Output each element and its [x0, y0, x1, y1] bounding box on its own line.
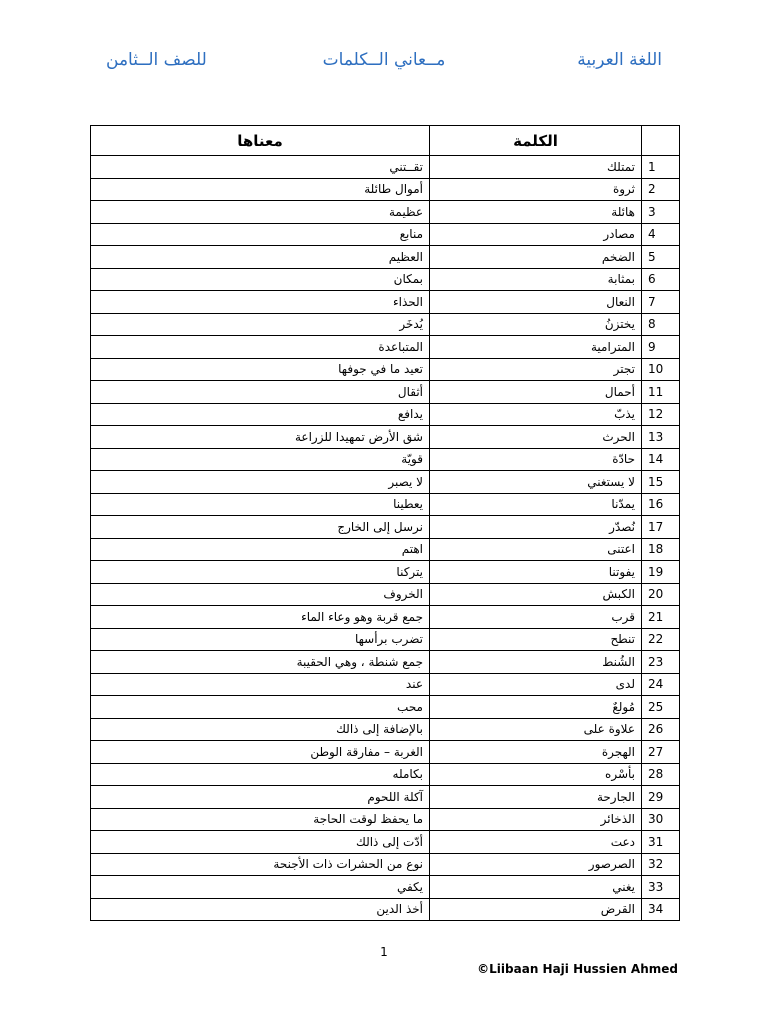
table-row — [91, 471, 680, 494]
table-row — [91, 493, 680, 516]
row-meaning: أموال طائلة — [91, 178, 430, 201]
row-word: يغني — [430, 876, 642, 899]
row-number: 19 — [642, 561, 680, 584]
row-word: يذبّ — [430, 403, 642, 426]
page-number: 1 — [380, 945, 388, 959]
row-word: هائلة — [430, 201, 642, 224]
row-number: 1 — [642, 156, 680, 179]
row-meaning: لا يصبر — [91, 471, 430, 494]
row-word: حادّة — [430, 448, 642, 471]
row-number: 33 — [642, 876, 680, 899]
table-row — [91, 381, 680, 404]
table-row — [91, 853, 680, 876]
row-number: 11 — [642, 381, 680, 404]
row-number: 26 — [642, 718, 680, 741]
row-number: 4 — [642, 223, 680, 246]
row-word: نُصدّر — [430, 516, 642, 539]
row-number: 15 — [642, 471, 680, 494]
table-row — [91, 313, 680, 336]
row-word: الشُنط — [430, 651, 642, 674]
row-meaning: محب — [91, 696, 430, 719]
table-row — [91, 673, 680, 696]
row-number: 32 — [642, 853, 680, 876]
row-word: الكبش — [430, 583, 642, 606]
row-meaning: بمكان — [91, 268, 430, 291]
row-number: 13 — [642, 426, 680, 449]
row-number: 31 — [642, 831, 680, 854]
row-number: 30 — [642, 808, 680, 831]
table-row — [91, 561, 680, 584]
table-row — [91, 628, 680, 651]
row-meaning: جمع قربة وهو وعاء الماء — [91, 606, 430, 629]
row-word: مُولعٌ — [430, 696, 642, 719]
row-meaning: يُدخَر — [91, 313, 430, 336]
table-row — [91, 246, 680, 269]
table-row — [91, 291, 680, 314]
row-meaning: اهتم — [91, 538, 430, 561]
row-word: بمثابة — [430, 268, 642, 291]
row-word: يمدّنا — [430, 493, 642, 516]
row-word: تمتلك — [430, 156, 642, 179]
row-word: الهجرة — [430, 741, 642, 764]
table-row — [91, 651, 680, 674]
row-meaning: أدّت إلى ذالك — [91, 831, 430, 854]
header-grade: للصف الــثامن — [106, 50, 207, 70]
table-row — [91, 178, 680, 201]
row-number: 23 — [642, 651, 680, 674]
row-meaning: الغربة – مفارقة الوطن — [91, 741, 430, 764]
row-word: المترامية — [430, 336, 642, 359]
row-number: 29 — [642, 786, 680, 809]
row-number: 9 — [642, 336, 680, 359]
row-word: يفوتنا — [430, 561, 642, 584]
row-word: لدى — [430, 673, 642, 696]
row-number: 16 — [642, 493, 680, 516]
table-row — [91, 583, 680, 606]
row-number: 24 — [642, 673, 680, 696]
row-number: 17 — [642, 516, 680, 539]
row-meaning: الحذاء — [91, 291, 430, 314]
vocabulary-table — [90, 125, 680, 921]
table-header-row — [91, 126, 680, 156]
row-meaning: الخروف — [91, 583, 430, 606]
table-row — [91, 358, 680, 381]
table-row — [91, 268, 680, 291]
row-meaning: أخذ الدين — [91, 898, 430, 921]
column-header-word: الكلمة — [430, 126, 642, 156]
row-number: 27 — [642, 741, 680, 764]
row-word: تجتر — [430, 358, 642, 381]
row-number: 12 — [642, 403, 680, 426]
row-number: 7 — [642, 291, 680, 314]
header-subject: اللغة العربية — [577, 50, 662, 70]
row-meaning: تعيد ما في جوفها — [91, 358, 430, 381]
row-meaning: تقــتني — [91, 156, 430, 179]
table-row — [91, 786, 680, 809]
table-row — [91, 741, 680, 764]
row-meaning: شق الأرض تمهيدا للزراعة — [91, 426, 430, 449]
table-row — [91, 876, 680, 899]
row-number: 21 — [642, 606, 680, 629]
table-row — [91, 201, 680, 224]
row-number: 22 — [642, 628, 680, 651]
table-row — [91, 898, 680, 921]
row-word: أحمال — [430, 381, 642, 404]
row-number: 25 — [642, 696, 680, 719]
copyright-notice: ©Liibaan Haji Hussien Ahmed — [477, 962, 678, 976]
row-number: 3 — [642, 201, 680, 224]
row-word: الحرث — [430, 426, 642, 449]
row-word: تنطح — [430, 628, 642, 651]
table-row — [91, 448, 680, 471]
row-meaning: منابع — [91, 223, 430, 246]
column-header-number — [642, 126, 680, 156]
row-meaning: عظيمة — [91, 201, 430, 224]
table-row — [91, 606, 680, 629]
table-row — [91, 516, 680, 539]
row-meaning: يدافع — [91, 403, 430, 426]
row-meaning: يعطينا — [91, 493, 430, 516]
row-word: لا يستغني — [430, 471, 642, 494]
row-meaning: أثقال — [91, 381, 430, 404]
table-row — [91, 831, 680, 854]
header-title: مــعاني الــكلمات — [322, 50, 446, 70]
row-number: 20 — [642, 583, 680, 606]
row-number: 34 — [642, 898, 680, 921]
row-word: ثروة — [430, 178, 642, 201]
row-meaning: بالإضافة إلى ذالك — [91, 718, 430, 741]
row-meaning: يتركنا — [91, 561, 430, 584]
table-row — [91, 718, 680, 741]
row-word: يختزنُ — [430, 313, 642, 336]
row-meaning: العظيم — [91, 246, 430, 269]
row-word: الضخم — [430, 246, 642, 269]
row-meaning: جمع شنطة ، وهي الحقيبة — [91, 651, 430, 674]
row-meaning: المتباعدة — [91, 336, 430, 359]
row-meaning: قويّة — [91, 448, 430, 471]
row-meaning: ما يحفظ لوقت الحاجة — [91, 808, 430, 831]
row-word: مصادر — [430, 223, 642, 246]
row-number: 14 — [642, 448, 680, 471]
row-number: 5 — [642, 246, 680, 269]
row-word: اعتنى — [430, 538, 642, 561]
row-word: قرب — [430, 606, 642, 629]
row-number: 10 — [642, 358, 680, 381]
table-row — [91, 336, 680, 359]
table-row — [91, 426, 680, 449]
row-meaning: تضرب برأسها — [91, 628, 430, 651]
table-row — [91, 763, 680, 786]
row-meaning: بكامله — [91, 763, 430, 786]
row-meaning: نوع من الحشرات ذات الأجنحة — [91, 853, 430, 876]
row-meaning: آكلة اللحوم — [91, 786, 430, 809]
row-word: النعال — [430, 291, 642, 314]
column-header-meaning: معناها — [91, 126, 430, 156]
table-row — [91, 538, 680, 561]
row-word: الجارحة — [430, 786, 642, 809]
row-word: دعت — [430, 831, 642, 854]
row-number: 6 — [642, 268, 680, 291]
table-row — [91, 156, 680, 179]
row-word: الذخائر — [430, 808, 642, 831]
table-row — [91, 808, 680, 831]
row-word: القرض — [430, 898, 642, 921]
row-number: 18 — [642, 538, 680, 561]
row-number: 8 — [642, 313, 680, 336]
row-meaning: عند — [91, 673, 430, 696]
row-word: علاوة على — [430, 718, 642, 741]
row-word: بأسْره — [430, 763, 642, 786]
row-meaning: يكفي — [91, 876, 430, 899]
table-row — [91, 696, 680, 719]
row-meaning: نرسل إلى الخارج — [91, 516, 430, 539]
row-word: الصرصور — [430, 853, 642, 876]
table-row — [91, 223, 680, 246]
table-row — [91, 403, 680, 426]
row-number: 2 — [642, 178, 680, 201]
row-number: 28 — [642, 763, 680, 786]
